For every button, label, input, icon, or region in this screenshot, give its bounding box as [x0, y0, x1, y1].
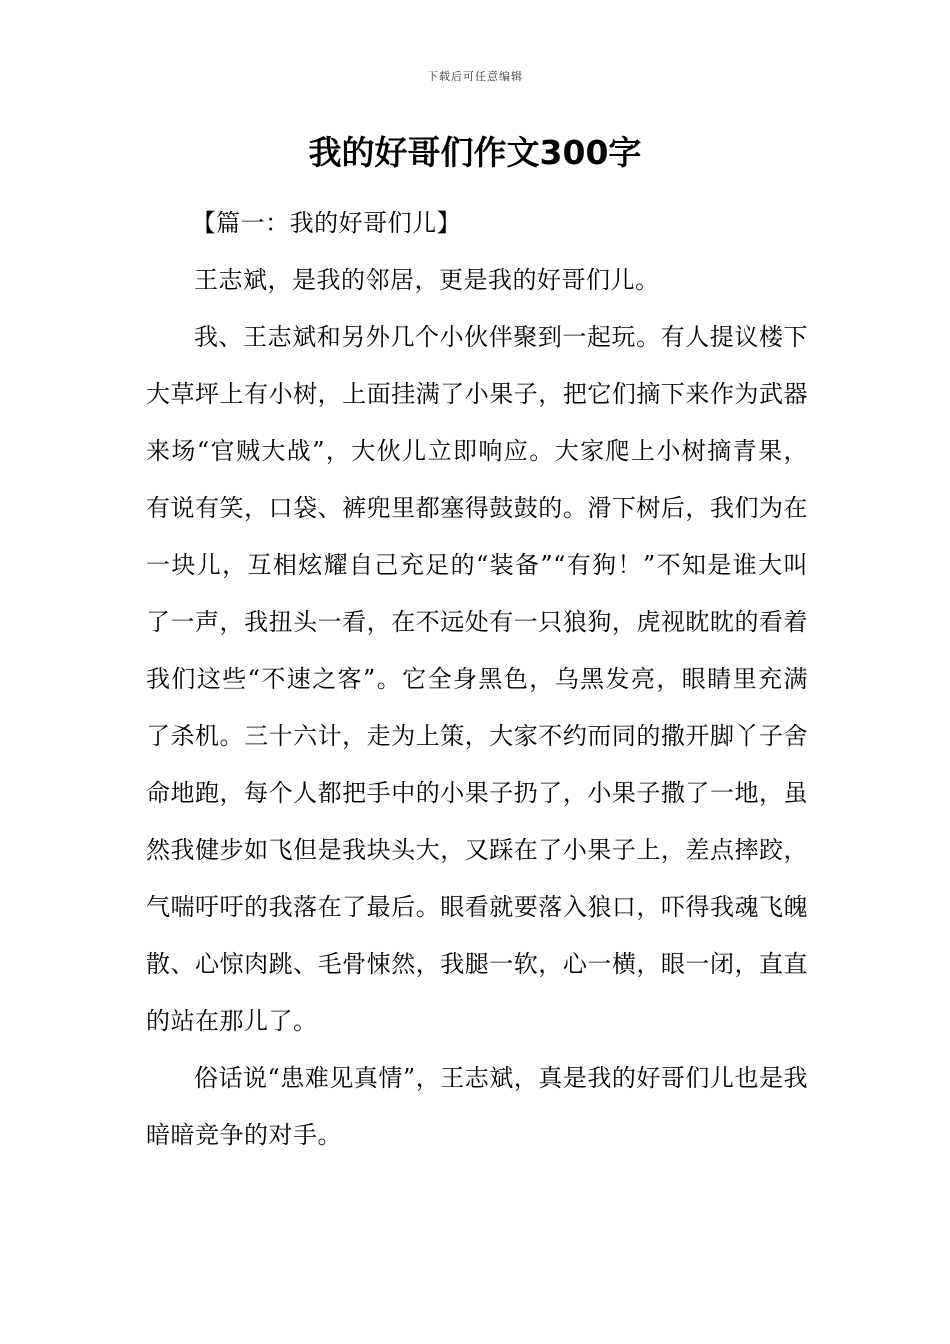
document-title: 我的好哥们作文300字	[308, 133, 642, 172]
header-note: 下载后可任意编辑	[427, 70, 523, 83]
paragraph-intro: 王志斌，是我的邻居，更是我的好哥们儿。	[194, 266, 660, 294]
paragraph-conclusion: 俗话说“患难见真情”，王志斌，真是我的好哥们儿也是我暗暗竞争的对手。	[146, 1064, 808, 1149]
document-body	[146, 195, 808, 1164]
paragraph-story: 我、王志斌和另外几个小伙伴聚到一起玩。有人提议楼下大草坪上有小树，上面挂满了小果子，把它们摘下来作为武器来场“官贼大战”，大伙儿立即响应。大家爬上小树摘青果，有说有笑，口袋、裤兜里都塞得鼓鼓的。滑下树后，我们为在一块儿，互相炫耀自己充足的“装备”“有狗！”不知是谁大叫了一声，我扭头一看，在不远处有一只狼狗，虎视眈眈的看着我们这些“不速之客”。它全身黑色，乌黑发亮，眼睛里充满了杀机。三十六计，走为上策，大家不约而同的撒开脚丫子舍命地跑，每个人都把手中的小果子扔了，小果子撒了一地，虽然我健步如飞但是我块头大，又踩在了小果子上，差点摔跤，气喘吁吁的我落在了最后。眼看就要落入狼口，吓得我魂飞魄散、心惊肉跳、毛骨悚然，我腿一软，心一横，眼一闭，直直的站在那儿了。	[146, 323, 808, 1035]
section-heading: 【篇一：我的好哥们儿】	[191, 209, 462, 237]
